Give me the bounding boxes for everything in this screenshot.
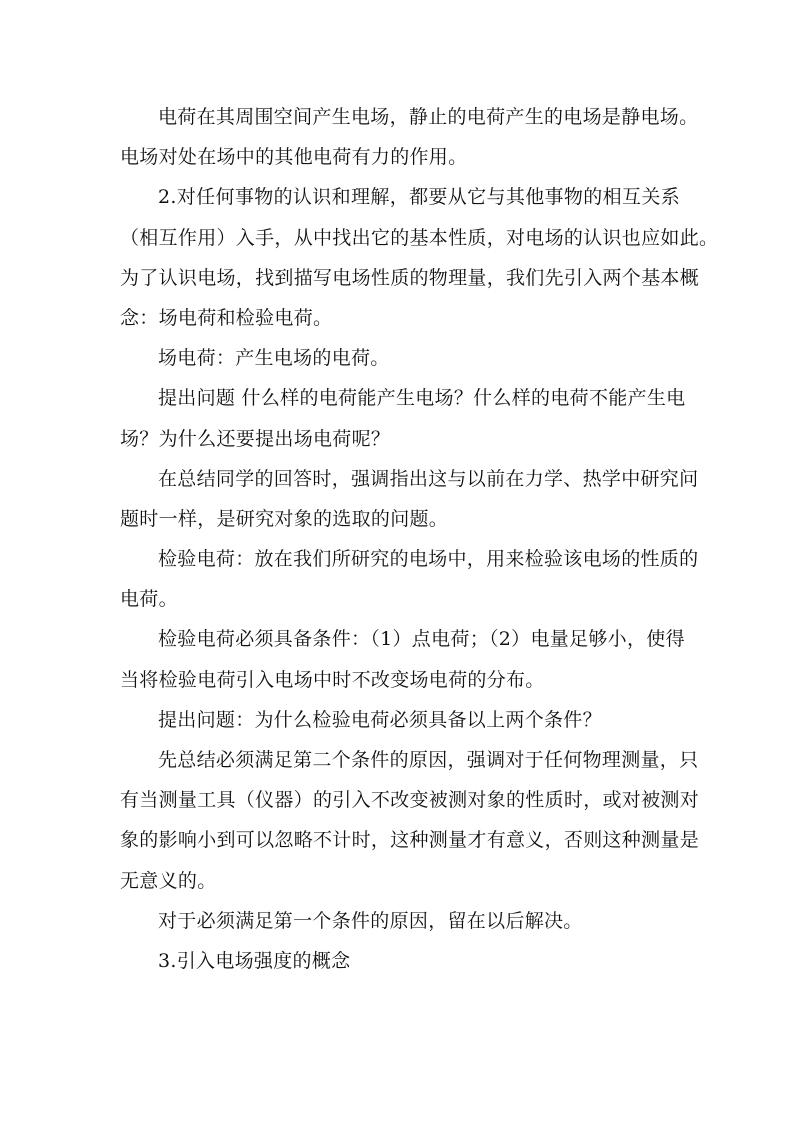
paragraph-line: 电荷。 <box>120 588 178 611</box>
paragraph-line: 先总结必须满足第二个条件的原因，强调对于任何物理测量，只 <box>158 749 699 771</box>
paragraph-line: 当将检验电荷引入电场中时不改变场电荷的分布。 <box>120 668 545 691</box>
paragraph-line: 场？为什么还要提出场电荷呢？ <box>120 427 391 450</box>
paragraph-line: 提出问题 什么样的电荷能产生电场？什么样的电荷不能产生电 <box>158 387 686 410</box>
paragraph-line: 检验电荷：放在我们所研究的电场中，用来检验该电场的性质的 <box>158 548 699 571</box>
paragraph-line: 念：场电荷和检验电荷。 <box>120 306 333 329</box>
paragraph-line: 检验电荷必须具备条件：（1）点电荷；（2）电量足够小，使得 <box>158 628 685 651</box>
paragraph-line: 为了认识电场，找到描写电场性质的物理量，我们先引入两个基本概 <box>120 266 700 289</box>
paragraph-line: 对于必须满足第一个条件的原因，留在以后解决。 <box>158 909 583 932</box>
paragraph-line: 电荷在其周围空间产生电场，静止的电荷产生的电场是静电场。 <box>158 106 699 128</box>
paragraph-line: 场电荷：产生电场的电荷。 <box>158 347 390 370</box>
paragraph-line: 有当测量工具（仪器）的引入不改变被测对象的性质时，或对被测对 <box>120 789 700 812</box>
paragraph-line: 在总结同学的回答时，强调指出这与以前在力学、热学中研究问 <box>158 467 699 490</box>
paragraph-line: 2.对任何事物的认识和理解，都要从它与其他事物的相互关系 <box>158 186 680 209</box>
document-body <box>120 97 719 981</box>
paragraph-line: 题时一样，是研究对象的选取的问题。 <box>120 507 449 530</box>
paragraph-line: （相互作用）入手，从中找出它的基本性质，对电场的认识也应如此。 <box>120 226 719 249</box>
section-heading: 3.引入电场强度的概念 <box>158 949 351 972</box>
paragraph-line: 无意义的。 <box>120 869 217 892</box>
paragraph-line: 电场对处在场中的其他电荷有力的作用。 <box>120 146 468 169</box>
paragraph-line: 象的影响小到可以忽略不计时，这种测量才有意义，否则这种测量是 <box>120 829 700 852</box>
paragraph-line: 提出问题：为什么检验电荷必须具备以上两个条件？ <box>158 708 602 731</box>
